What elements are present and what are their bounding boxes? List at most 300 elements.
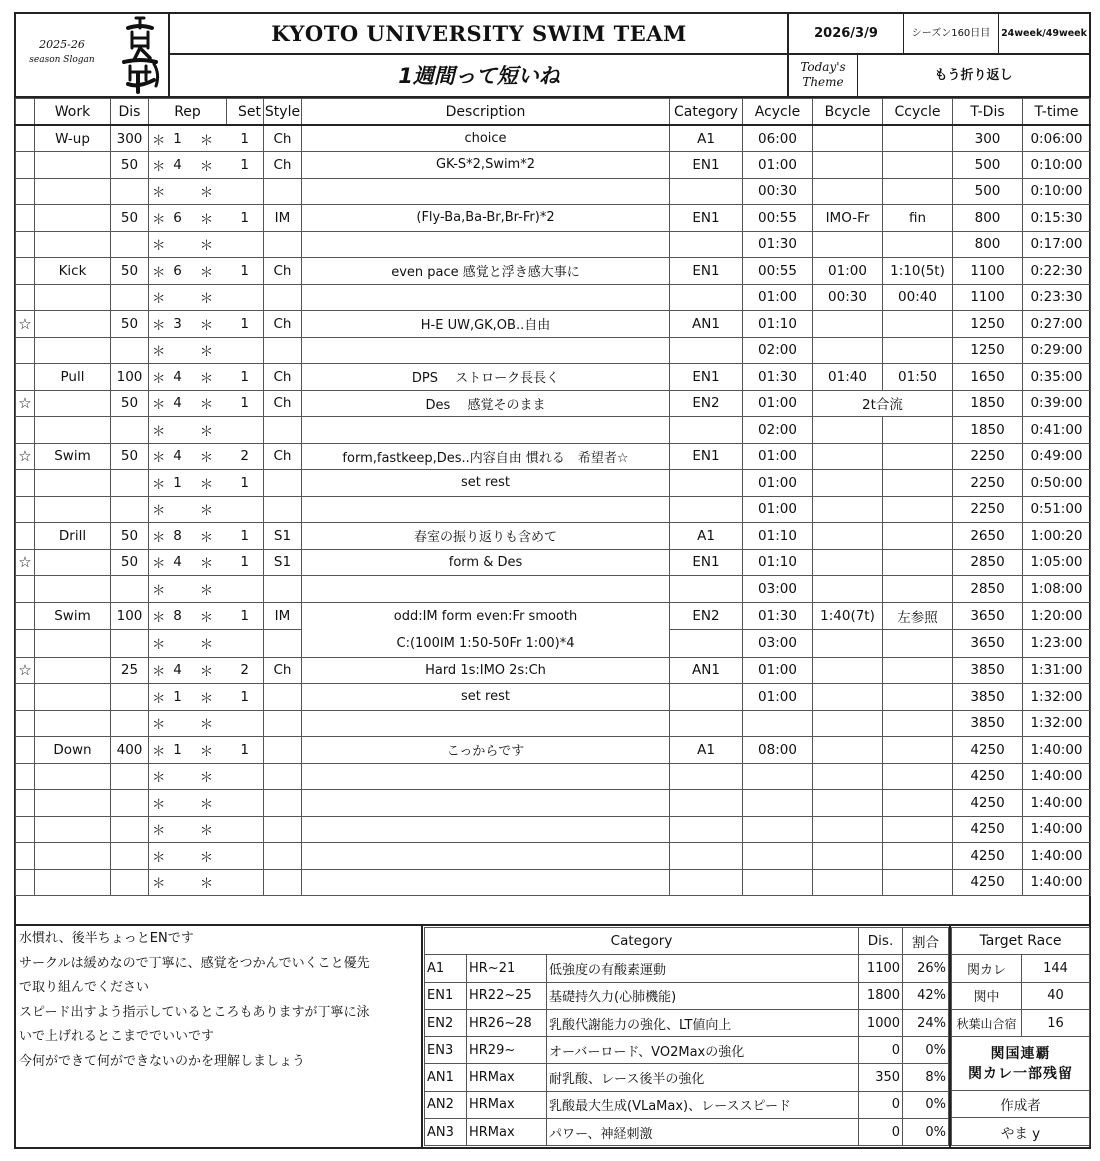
times-symbol: ＊ xyxy=(149,843,169,870)
ttime-cell: 1:40:00 xyxy=(1023,790,1091,817)
star-mark xyxy=(16,602,35,630)
rep-cell xyxy=(169,763,187,790)
set-cell: 1 xyxy=(227,470,264,497)
ttime-cell: 0:35:00 xyxy=(1023,364,1091,391)
rep-cell: 1 xyxy=(169,684,187,711)
bc-cycle-cell: 2t合流 xyxy=(813,390,953,417)
heart-rate: HR26~28 xyxy=(467,1009,547,1036)
tdis-cell: 1850 xyxy=(953,417,1023,444)
description-line: odd:IM form even:Fr smooth xyxy=(393,608,578,624)
tdis-cell: 4250 xyxy=(953,869,1023,896)
tdis-cell: 2250 xyxy=(953,470,1023,497)
work-cell: W-up xyxy=(35,125,111,152)
menu-row xyxy=(16,523,1091,550)
bcycle-cell xyxy=(813,152,883,179)
star-mark xyxy=(16,125,35,152)
star-mark xyxy=(16,523,35,550)
ttime-cell: 1:40:00 xyxy=(1023,816,1091,843)
rep-cell: 8 xyxy=(169,523,187,550)
ttime-cell: 0:10:00 xyxy=(1023,152,1091,179)
menu-row xyxy=(16,152,1091,179)
dis-cell: 100 xyxy=(111,364,149,391)
tdis-cell: 1250 xyxy=(953,337,1023,364)
author-label: 作成者 xyxy=(952,1091,1090,1118)
race-row xyxy=(952,982,1090,1009)
description-cell xyxy=(302,178,670,205)
rep-cell: 6 xyxy=(169,258,187,285)
ttime-cell: 0:22:30 xyxy=(1023,258,1091,285)
work-cell xyxy=(35,763,111,790)
menu-row xyxy=(16,869,1091,896)
style-cell xyxy=(264,470,302,497)
practice-date: 2026/3/9 xyxy=(814,26,878,41)
tdis-cell: 1100 xyxy=(953,284,1023,311)
dis-cell xyxy=(111,470,149,497)
times-symbol: ＊ xyxy=(149,417,169,444)
ccycle-cell xyxy=(883,231,953,258)
rep-cell: 4 xyxy=(169,152,187,179)
style-cell: IM xyxy=(264,602,302,630)
menu-row xyxy=(16,602,1091,630)
times-symbol: ＊ xyxy=(149,152,169,179)
race-row xyxy=(952,1009,1090,1036)
target-race-table xyxy=(951,927,1090,1146)
description-line: C:(100IM 1:50-50Fr 1:00)*4 xyxy=(396,635,575,651)
star-mark xyxy=(16,576,35,603)
ccycle-cell xyxy=(883,125,953,152)
tdis-cell: 2650 xyxy=(953,523,1023,550)
category-cell xyxy=(670,231,743,258)
times-symbol: ＊ xyxy=(149,737,169,764)
style-cell xyxy=(264,737,302,764)
week-counter: 24week/49week xyxy=(1001,28,1087,39)
dis-cell: 50 xyxy=(111,258,149,285)
times-symbol: ＊ xyxy=(187,684,227,711)
ttime-cell: 1:40:00 xyxy=(1023,843,1091,870)
star-mark xyxy=(16,178,35,205)
style-cell xyxy=(264,576,302,603)
dis-cell: 50 xyxy=(111,443,149,470)
calligraphy-seal-icon xyxy=(110,14,168,96)
tdis-cell: 4250 xyxy=(953,816,1023,843)
description-cell: form & Des xyxy=(302,549,670,576)
times-symbol: ＊ xyxy=(187,523,227,550)
rep-cell: 8 xyxy=(169,602,187,630)
dis-cell xyxy=(111,684,149,711)
dis-cell xyxy=(111,417,149,444)
rep-cell: 4 xyxy=(169,364,187,391)
times-symbol: ＊ xyxy=(187,496,227,523)
menu-row xyxy=(16,549,1091,576)
set-cell xyxy=(227,417,264,444)
style-cell xyxy=(264,843,302,870)
times-symbol: ＊ xyxy=(187,231,227,258)
menu-row xyxy=(16,684,1091,711)
dis-cell xyxy=(111,630,149,658)
dis-cell xyxy=(111,710,149,737)
category-cell: EN1 xyxy=(670,364,743,391)
category-cell: EN1 xyxy=(670,549,743,576)
acycle-cell: 08:00 xyxy=(743,737,813,764)
theme-value: もう折り返し xyxy=(934,68,1013,83)
dis-cell xyxy=(111,496,149,523)
category-desc: パワー、神経刺激 xyxy=(547,1119,859,1146)
style-cell: Ch xyxy=(264,443,302,470)
slogan-text: 1週間って短いね xyxy=(398,64,560,88)
category-row xyxy=(425,1037,949,1064)
category-dis: 1000 xyxy=(859,1009,903,1036)
set-cell xyxy=(227,337,264,364)
times-symbol: ＊ xyxy=(149,869,169,896)
note-line: スピード出すよう指示しているところもありますが丁寧に泳 xyxy=(19,1004,370,1020)
acycle-cell: 01:00 xyxy=(743,284,813,311)
description-header: Description xyxy=(302,99,670,126)
category-cell: EN1 xyxy=(670,258,743,285)
times-symbol: ＊ xyxy=(187,816,227,843)
times-symbol: ＊ xyxy=(149,231,169,258)
tdis-header: T-Dis xyxy=(953,99,1023,126)
tdis-cell: 3850 xyxy=(953,684,1023,711)
dis-cell: 50 xyxy=(111,311,149,338)
set-cell xyxy=(227,178,264,205)
times-symbol: ＊ xyxy=(149,549,169,576)
theme-label xyxy=(789,57,857,95)
table-header-row xyxy=(16,99,1091,126)
menu-row xyxy=(16,284,1091,311)
times-symbol: ＊ xyxy=(187,470,227,497)
bcycle-cell xyxy=(813,684,883,711)
ccycle-cell: 01:50 xyxy=(883,364,953,391)
dis-cell: 25 xyxy=(111,657,149,684)
set-cell: 1 xyxy=(227,523,264,550)
category-cell xyxy=(670,790,743,817)
style-header: Style xyxy=(264,99,302,126)
theme-label-line1: Today's xyxy=(800,60,846,74)
dis-cell xyxy=(111,843,149,870)
rep-cell xyxy=(169,231,187,258)
rep-cell: 1 xyxy=(169,737,187,764)
race-name: 秋葉山合宿 xyxy=(952,1009,1022,1036)
star-mark xyxy=(16,630,35,658)
tdis-cell: 1650 xyxy=(953,364,1023,391)
ttime-cell: 0:51:00 xyxy=(1023,496,1091,523)
times-symbol: ＊ xyxy=(187,443,227,470)
note-line: サークルは緩めなので丁寧に、感覚をつかんでいくこと優先 xyxy=(19,955,370,971)
description-cell: choice xyxy=(302,125,670,152)
dis-cell: 400 xyxy=(111,737,149,764)
ttime-cell: 0:17:00 xyxy=(1023,231,1091,258)
work-cell xyxy=(35,205,111,232)
category-cell xyxy=(670,470,743,497)
category-cell xyxy=(670,816,743,843)
description-cell xyxy=(302,496,670,523)
times-symbol: ＊ xyxy=(149,496,169,523)
style-cell xyxy=(264,284,302,311)
star-mark xyxy=(16,364,35,391)
category-ratio: 0% xyxy=(903,1091,949,1118)
work-cell: Kick xyxy=(35,258,111,285)
bcycle-cell xyxy=(813,417,883,444)
set-cell xyxy=(227,576,264,603)
work-cell xyxy=(35,390,111,417)
times-symbol: ＊ xyxy=(149,284,169,311)
menu-row xyxy=(16,178,1091,205)
category-cell xyxy=(670,630,743,658)
category-cell: EN1 xyxy=(670,152,743,179)
bcycle-cell: 01:40 xyxy=(813,364,883,391)
note-line: いで上げれるとこまででいいです xyxy=(19,1029,215,1044)
ccycle-cell xyxy=(883,178,953,205)
heart-rate: HRMax xyxy=(467,1064,547,1091)
season-day: シーズン160日目 xyxy=(911,28,991,39)
category-desc: 乳酸代謝能力の強化、LT値向上 xyxy=(547,1009,859,1036)
star-mark xyxy=(16,737,35,764)
times-symbol: ＊ xyxy=(187,657,227,684)
menu-row xyxy=(16,125,1091,152)
star-mark xyxy=(16,417,35,444)
style-cell xyxy=(264,710,302,737)
ccycle-cell xyxy=(883,523,953,550)
category-cell xyxy=(670,284,743,311)
ttime-cell: 1:05:00 xyxy=(1023,549,1091,576)
set-cell: 1 xyxy=(227,311,264,338)
ttime-cell: 0:27:00 xyxy=(1023,311,1091,338)
bcycle-cell xyxy=(813,337,883,364)
tdis-cell: 300 xyxy=(953,125,1023,152)
category-cell: EN2 xyxy=(670,390,743,417)
work-cell: Drill xyxy=(35,523,111,550)
category-desc: 低強度の有酸素運動 xyxy=(547,955,859,982)
work-cell xyxy=(35,311,111,338)
tdis-cell: 2250 xyxy=(953,443,1023,470)
category-cell xyxy=(670,684,743,711)
category-code: AN3 xyxy=(425,1119,467,1146)
ttime-cell: 0:10:00 xyxy=(1023,178,1091,205)
note-line: 水慣れ、後半ちょっとENです xyxy=(19,931,194,946)
menu-row xyxy=(16,364,1091,391)
set-cell: 1 xyxy=(227,125,264,152)
race-name: 関カレ xyxy=(952,955,1022,982)
style-cell: S1 xyxy=(264,523,302,550)
set-cell xyxy=(227,763,264,790)
acycle-cell: 01:30 xyxy=(743,602,813,630)
star-mark xyxy=(16,152,35,179)
ccycle-cell xyxy=(883,843,953,870)
bcycle-cell xyxy=(813,869,883,896)
tdis-cell: 4250 xyxy=(953,763,1023,790)
description-cell xyxy=(302,337,670,364)
acycle-cell: 01:30 xyxy=(743,364,813,391)
set-cell: 1 xyxy=(227,684,264,711)
star-mark xyxy=(16,843,35,870)
description-cell: set rest xyxy=(302,470,670,497)
mark-header xyxy=(16,99,35,126)
rep-cell: 1 xyxy=(169,125,187,152)
menu-row xyxy=(16,710,1091,737)
work-cell xyxy=(35,152,111,179)
menu-row xyxy=(16,390,1091,417)
category-code: AN2 xyxy=(425,1091,467,1118)
times-symbol: ＊ xyxy=(187,337,227,364)
category-cell xyxy=(670,178,743,205)
bcycle-header: Bcycle xyxy=(813,99,883,126)
tdis-cell: 4250 xyxy=(953,737,1023,764)
times-symbol: ＊ xyxy=(149,205,169,232)
style-cell: Ch xyxy=(264,657,302,684)
star-mark xyxy=(16,284,35,311)
dis-cell: 50 xyxy=(111,390,149,417)
description-cell xyxy=(302,576,670,603)
ccycle-cell: 1:10(5t) xyxy=(883,258,953,285)
category-cell xyxy=(670,576,743,603)
bcycle-cell xyxy=(813,576,883,603)
style-cell xyxy=(264,178,302,205)
category-desc: 基礎持久力(心肺機能) xyxy=(547,982,859,1009)
style-cell xyxy=(264,684,302,711)
acycle-cell: 01:00 xyxy=(743,470,813,497)
category-dis: 1100 xyxy=(859,955,903,982)
menu-row xyxy=(16,258,1091,285)
menu-row xyxy=(16,231,1091,258)
bcycle-cell xyxy=(813,125,883,152)
description-cell: Des 感覚そのまま xyxy=(302,390,670,417)
bcycle-cell xyxy=(813,710,883,737)
bcycle-cell xyxy=(813,496,883,523)
times-symbol: ＊ xyxy=(187,790,227,817)
dis-cell: 50 xyxy=(111,549,149,576)
times-symbol: ＊ xyxy=(187,125,227,152)
times-symbol: ＊ xyxy=(149,576,169,603)
heart-rate: HR~21 xyxy=(467,955,547,982)
dis-cell xyxy=(111,178,149,205)
category-cell xyxy=(670,869,743,896)
menu-row xyxy=(16,576,1091,603)
category-code: AN1 xyxy=(425,1064,467,1091)
work-cell xyxy=(35,337,111,364)
times-symbol: ＊ xyxy=(149,258,169,285)
category-row xyxy=(425,1091,949,1118)
set-cell xyxy=(227,630,264,658)
star-mark xyxy=(16,205,35,232)
category-dis: 350 xyxy=(859,1064,903,1091)
rep-cell xyxy=(169,710,187,737)
acycle-cell xyxy=(743,790,813,817)
rep-cell xyxy=(169,417,187,444)
menu-row xyxy=(16,470,1091,497)
ccycle-header: Ccycle xyxy=(883,99,953,126)
work-cell xyxy=(35,869,111,896)
ccycle-cell xyxy=(883,816,953,843)
category-cell xyxy=(670,843,743,870)
heart-rate: HRMax xyxy=(467,1091,547,1118)
description-cell: (Fly-Ba,Ba-Br,Br-Fr)*2 xyxy=(302,205,670,232)
menu-row xyxy=(16,763,1091,790)
category-dis: 0 xyxy=(859,1119,903,1146)
ttime-header: T-time xyxy=(1023,99,1091,126)
tdis-cell: 1100 xyxy=(953,258,1023,285)
race-row xyxy=(952,955,1090,982)
times-symbol: ＊ xyxy=(187,258,227,285)
times-symbol: ＊ xyxy=(187,284,227,311)
category-row xyxy=(425,1064,949,1091)
bcycle-cell xyxy=(813,816,883,843)
dis-cell xyxy=(111,284,149,311)
ccycle-cell xyxy=(883,311,953,338)
rep-cell xyxy=(169,284,187,311)
description-cell xyxy=(302,417,670,444)
tdis-cell: 2850 xyxy=(953,549,1023,576)
race-header-row xyxy=(952,928,1090,955)
star-mark xyxy=(16,231,35,258)
category-cell: EN1 xyxy=(670,205,743,232)
set-cell xyxy=(227,790,264,817)
ttime-cell: 1:31:00 xyxy=(1023,657,1091,684)
work-header: Work xyxy=(35,99,111,126)
target-race-title: Target Race xyxy=(952,928,1090,955)
times-symbol: ＊ xyxy=(187,549,227,576)
times-symbol: ＊ xyxy=(187,763,227,790)
category-dis: 0 xyxy=(859,1037,903,1064)
set-cell: 1 xyxy=(227,364,264,391)
bcycle-cell xyxy=(813,630,883,658)
category-dis: 0 xyxy=(859,1091,903,1118)
category-dis-header: Dis. xyxy=(859,928,903,955)
category-header-row xyxy=(425,928,949,955)
description-cell xyxy=(302,231,670,258)
motto-line: 関国連覇 xyxy=(990,1045,1051,1062)
category-code: EN2 xyxy=(425,1009,467,1036)
acycle-cell xyxy=(743,843,813,870)
category-cell xyxy=(670,337,743,364)
description-cell xyxy=(302,284,670,311)
acycle-cell: 02:00 xyxy=(743,417,813,444)
slogan-year: 2025-26 xyxy=(39,38,85,51)
bcycle-cell xyxy=(813,231,883,258)
tdis-cell: 3650 xyxy=(953,602,1023,630)
menu-row xyxy=(16,843,1091,870)
ccycle-cell xyxy=(883,790,953,817)
acycle-cell: 01:00 xyxy=(743,152,813,179)
ccycle-cell xyxy=(883,630,953,658)
menu-row xyxy=(16,816,1091,843)
category-ratio-header: 割合 xyxy=(903,928,949,955)
category-cell: A1 xyxy=(670,523,743,550)
bcycle-cell xyxy=(813,523,883,550)
description-cell xyxy=(302,602,670,657)
bcycle-cell: IMO-Fr xyxy=(813,205,883,232)
author-name: やま y xyxy=(952,1118,1090,1145)
work-cell xyxy=(35,630,111,658)
set-header: Set xyxy=(227,99,264,126)
star-mark xyxy=(16,790,35,817)
category-ratio: 42% xyxy=(903,982,949,1009)
tdis-cell: 800 xyxy=(953,231,1023,258)
acycle-cell: 01:00 xyxy=(743,443,813,470)
style-cell xyxy=(264,763,302,790)
dis-cell: 50 xyxy=(111,152,149,179)
description-cell: DPS ストローク長長く xyxy=(302,364,670,391)
ccycle-cell: 00:40 xyxy=(883,284,953,311)
work-cell xyxy=(35,710,111,737)
category-row xyxy=(425,1009,949,1036)
note-line: で取り組んでください xyxy=(19,980,150,995)
star-mark xyxy=(16,763,35,790)
set-cell: 1 xyxy=(227,602,264,630)
dis-cell xyxy=(111,790,149,817)
work-cell xyxy=(35,790,111,817)
category-ratio: 24% xyxy=(903,1009,949,1036)
set-cell: 1 xyxy=(227,258,264,285)
